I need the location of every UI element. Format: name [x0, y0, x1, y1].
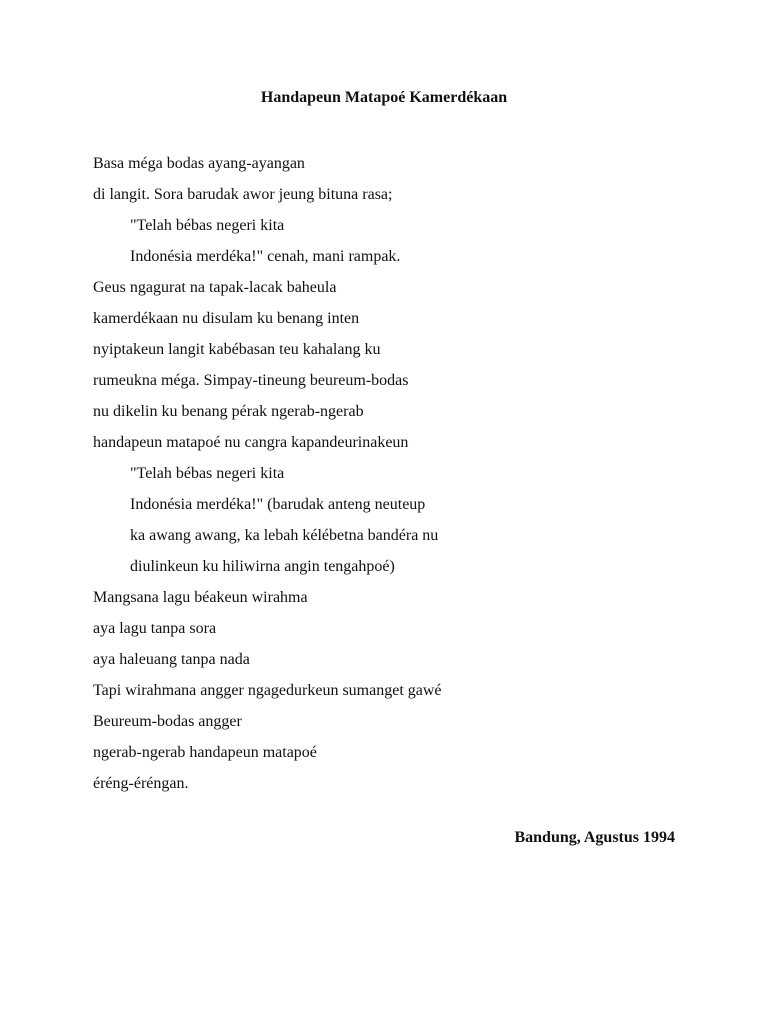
- poem-line: éréng-éréngan.: [93, 775, 189, 792]
- poem-line: "Telah bébas negeri kita: [130, 217, 285, 234]
- poem-line: di langit. Sora barudak awor jeung bituna rasa;: [93, 186, 393, 203]
- poem-line: Indonésia merdéka!" cenah, mani rampak.: [130, 248, 401, 265]
- poem-line: Basa méga bodas ayang-ayangan: [93, 155, 305, 172]
- poem-line: Mangsana lagu béakeun wirahma: [93, 589, 308, 606]
- poem-line: Tapi wirahmana angger ngagedurkeun sumanget gawé: [93, 682, 442, 699]
- poem-line: rumeukna méga. Simpay-tineung beureum-bodas: [93, 372, 409, 389]
- poem-title: Handapeun Matapoé Kamerdékaan: [260, 89, 508, 106]
- place-date-signature: Bandung, Agustus 1994: [514, 829, 675, 846]
- poem-line: aya lagu tanpa sora: [93, 620, 217, 637]
- poem-line: diulinkeun ku hiliwirna angin tengahpoé): [130, 558, 395, 575]
- poem-line: handapeun matapoé nu cangra kapandeurinakeun: [93, 434, 409, 451]
- poem-line: nu dikelin ku benang pérak ngerab-ngerab: [93, 403, 364, 420]
- poem-line: Indonésia merdéka!" (barudak anteng neuteup: [130, 496, 426, 513]
- poem-line: kamerdékaan nu disulam ku benang inten: [93, 310, 360, 327]
- poem-line: nyiptakeun langit kabébasan teu kahalang ku: [93, 341, 381, 358]
- poem-line: "Telah bébas negeri kita: [130, 465, 285, 482]
- poem-body: [93, 148, 733, 799]
- poem-line: Beureum-bodas angger: [93, 713, 242, 730]
- poem-line: aya haleuang tanpa nada: [93, 651, 250, 668]
- poem-line: Geus ngagurat na tapak-lacak baheula: [93, 279, 337, 296]
- poem-line: ka awang awang, ka lebah kélébetna bandéra nu: [130, 527, 439, 544]
- poem-line: ngerab-ngerab handapeun matapoé: [93, 744, 317, 761]
